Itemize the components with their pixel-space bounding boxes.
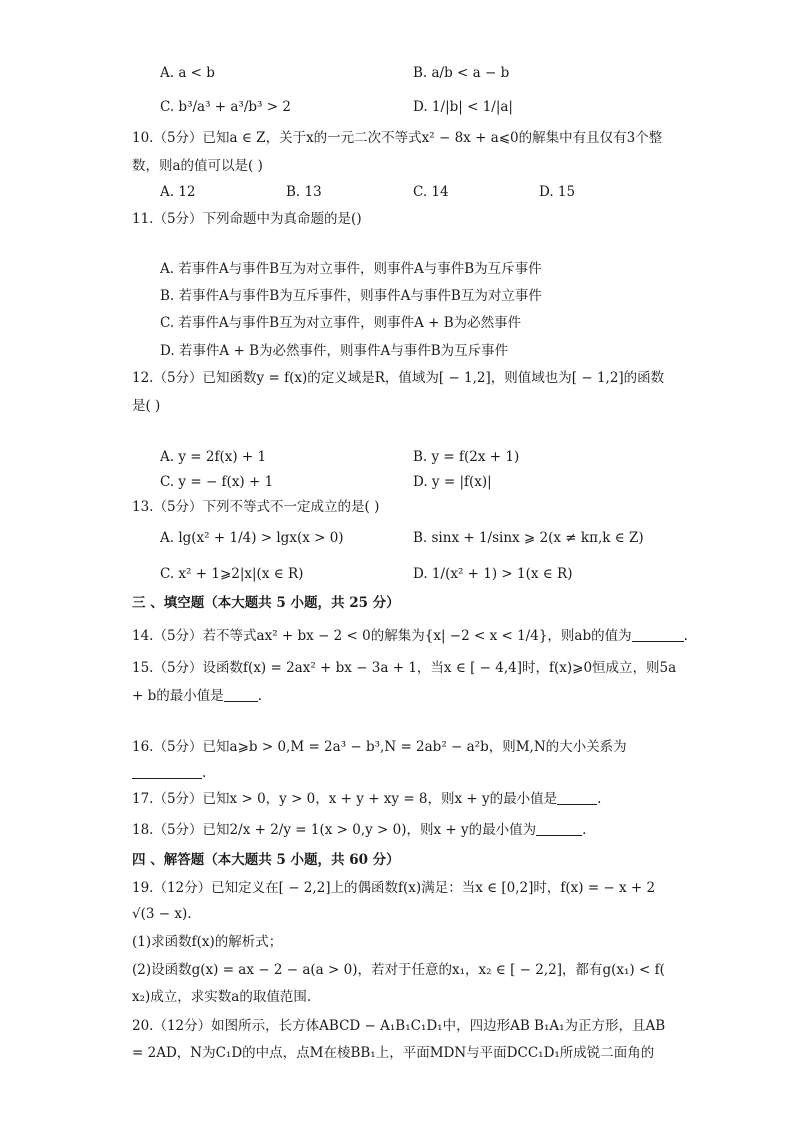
q14-answer-blank[interactable] xyxy=(632,627,684,642)
q13-option-d: D. 1/(x² + 1) > 1(x ∈ R) xyxy=(413,566,573,582)
q15-stem-line1: 15.（5分）设函数f(x) = 2ax² + bx − 3a + 1，当x ∈ [ − 4,4]时，f(x)⩾0恒成立，则5a xyxy=(132,660,677,676)
q16-stem-line2 xyxy=(132,763,206,783)
q11-option-a: A. 若事件A与事件B互为对立事件，则事件A与事件B为互斥事件 xyxy=(160,261,542,277)
q16-stem-line1: 16.（5分）已知a⩾b > 0,M = 2a³ − b³,N = 2ab² − a²b，则M,N的大小关系为 xyxy=(132,739,627,755)
q10-option-c: C. 14 xyxy=(413,184,449,200)
q9-option-a: A. a < b xyxy=(160,65,215,81)
q13-option-a: A. lg(x² + 1/4) > lgx(x > 0) xyxy=(160,530,344,546)
q18-stem xyxy=(132,820,586,840)
q11-option-d: D. 若事件A + B为必然事件，则事件A与事件B为互斥事件 xyxy=(160,343,509,359)
q15-stem-line2 xyxy=(132,686,262,706)
q11-stem: 11.（5分）下列命题中为真命题的是() xyxy=(132,211,362,227)
q17-answer-blank[interactable] xyxy=(557,790,597,805)
q12-option-c: C. y = − f(x) + 1 xyxy=(160,474,274,490)
q19-part1: (1)求函数f(x)的解析式； xyxy=(132,934,283,950)
q12-option-d: D. y = |f(x)| xyxy=(413,474,492,490)
q20-stem-line1: 20.（12分）如图所示，长方体ABCD − A₁B₁C₁D₁中，四边形AB B₁A₁为正方形，且AB xyxy=(132,1018,666,1034)
q10-option-d: D. 15 xyxy=(539,184,576,200)
q14-text: 14.（5分）若不等式ax² + bx − 2 < 0的解集为{x| −2 < x < 1/4}，则ab的值为 xyxy=(132,628,632,644)
q19-part2-line2: x₂)成立，求实数a的取值范围. xyxy=(132,989,312,1005)
q18-text: 18.（5分）已知2/x + 2/y = 1(x > 0,y > 0)，则x + y的最小值为 xyxy=(132,822,537,838)
q19-stem-line2: √(3 − x). xyxy=(132,906,192,922)
q15-text: + b的最小值是 xyxy=(132,688,224,704)
q13-option-b: B. sinx + 1/sinx ⩾ 2(x ≠ kπ,k ∈ Z) xyxy=(413,530,644,546)
q11-option-c: C. 若事件A与事件B互为对立事件，则事件A + B为必然事件 xyxy=(160,315,522,331)
q16-period: . xyxy=(202,765,207,781)
q20-stem-line2: = 2AD，N为C₁D的中点，点M在棱BB₁上，平面MDN与平面DCC₁D₁所成锐二面角的 xyxy=(132,1045,655,1061)
q14-period: . xyxy=(683,628,688,644)
q12-option-b: B. y = f(2x + 1) xyxy=(413,449,520,465)
q12-stem-line2: 是( ) xyxy=(132,398,161,414)
q10-option-a: A. 12 xyxy=(160,184,196,200)
q17-period: . xyxy=(597,791,602,807)
q14-stem xyxy=(132,626,688,646)
q9-option-b: B. a/b < a − b xyxy=(413,65,510,81)
q11-option-b: B. 若事件A与事件B为互斥事件，则事件A与事件B互为对立事件 xyxy=(160,288,542,304)
q9-option-d: D. 1/|b| < 1/|a| xyxy=(413,99,513,115)
q17-stem xyxy=(132,789,601,809)
q13-stem: 13.（5分）下列不等式不一定成立的是( ) xyxy=(132,499,380,515)
q19-part2-line1: (2)设函数g(x) = ax − 2 − a(a > 0)，若对于任意的x₁，x₂ ∈ [ − 2,2]，都有g(x₁) < f( xyxy=(132,962,665,978)
q15-period: . xyxy=(257,688,263,704)
q18-answer-blank[interactable] xyxy=(536,821,582,836)
section-solutions-heading: 四 、解答题（本大题共 5 小题，共 60 分） xyxy=(132,852,400,868)
q17-text: 17.（5分）已知x > 0，y > 0，x + y + xy = 8，则x + y的最小值是 xyxy=(132,791,558,807)
q18-period: . xyxy=(582,822,587,838)
q10-stem-line1: 10.（5分）已知a ∈ Z，关于x的一元二次不等式x² − 8x + a⩽0的解集中有且仅有3个整 xyxy=(132,130,663,146)
q12-option-a: A. y = 2f(x) + 1 xyxy=(160,449,267,465)
q16-answer-blank[interactable] xyxy=(132,764,202,779)
q19-stem-line1: 19.（12分）已知定义在[ − 2,2]上的偶函数f(x)满足：当x ∈ [0,2]时，f(x) = − x + 2 xyxy=(132,880,656,896)
q13-option-c: C. x² + 1⩾2|x|(x ∈ R) xyxy=(160,566,304,582)
section-fill-in-heading: 三 、填空题（本大题共 5 小题，共 25 分） xyxy=(132,595,400,611)
q10-option-b: B. 13 xyxy=(286,184,322,200)
q10-stem-line2: 数，则a的值可以是( ) xyxy=(132,158,263,174)
q9-option-c: C. b³/a³ + a³/b³ > 2 xyxy=(160,99,291,115)
q15-answer-blank[interactable] xyxy=(224,687,258,702)
q12-stem-line1: 12.（5分）已知函数y = f(x)的定义域是R，值域为[ − 1,2]，则值域也为[ − 1,2]的函数 xyxy=(132,370,665,386)
